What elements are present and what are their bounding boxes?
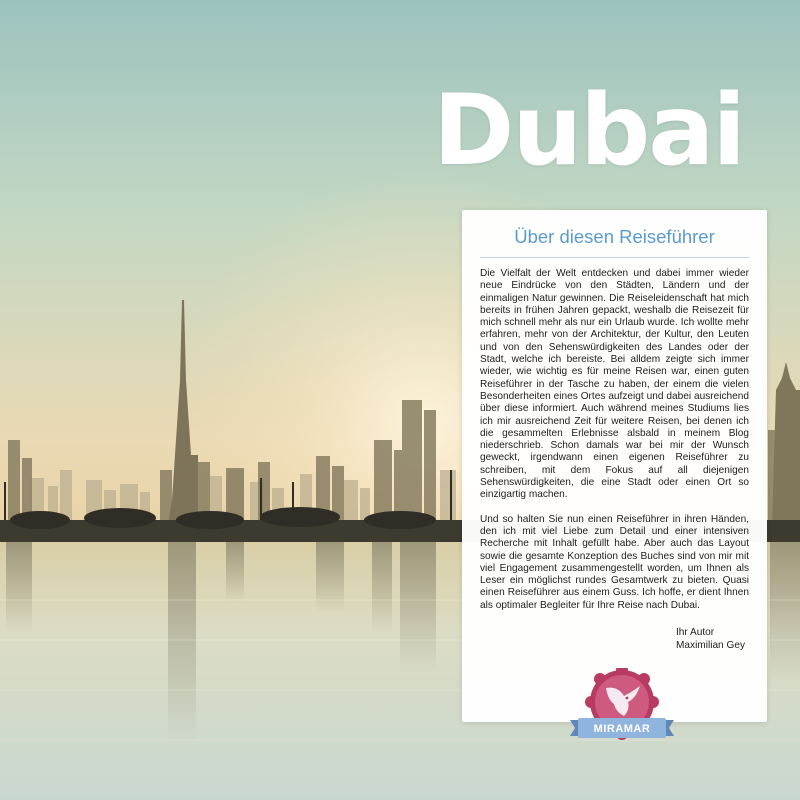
signature-name: Maximilian Gey — [676, 640, 745, 652]
miramar-badge — [566, 668, 678, 754]
closing-paragraph: Und so halten Sie nun einen Reiseführer in ihren Händen, den ich mit viel Liebe zum Detail und einer intensiven Recherche mit Inhalt gefüllt habe. Aber auch das Layout sowie die gesamte Konzeption des Buches sind von mir mit viel Engagement zusammengestellt worden, um Ihnen als Leser ein möglichst rundes Gesamtwerk zu bieten. Quasi einen Reiseführer aus einem Guss. Ich hoffe, er dient Ihnen als optimaler Begleiter für Ihre Reise nach Dubai. — [480, 513, 749, 611]
badge-label: MIRAMAR — [593, 723, 651, 735]
intro-paragraph: Die Vielfalt der Welt entdecken und dabei immer wieder neue Eindrücke von den Städten, Ländern und der einmaligen Natur gewinnen. Die Reiseleidenschaft hat mich bereits in frühen Jahren gepackt, weshalb die Reisezeit für mich schnell mehr als nur ein Urlaub wurde. Ich wollte mehr erfahren, mehr von der Architektur, der Kultur, den Leuten und von den Sehenswürdigkeiten des Landes oder der Stadt, welche ich bereiste. Bei alldem zeigte sich immer wieder, wie wichtig es für meine Reisen war, einen guten Reiseführer in der Tasche zu haben, der einem die vielen Besonderheiten eines Ortes aufzeigt und dabei ausreichend über diese informiert. Auch während meines Studiums lies ich mir ausreichend Zeit für weitere Reisen, bei denen ich die gesammelten Erlebnisse alsbald in meinem Blog niederschrieb. Schon damals war bei mir der Wunsch geweckt, irgendwann einen eigenen Reiseführer zu schreiben, mit dem Fokus auf all diejenigen Sehenswürdigkeiten, die eine Stadt oder einen Ort so einzigartig machen. — [480, 268, 749, 501]
page-title: Dubai — [433, 74, 744, 188]
heading-divider — [480, 257, 749, 258]
author-signature — [480, 626, 749, 652]
panel-heading: Über diesen Reiseführer — [514, 226, 715, 247]
guide-info-panel — [462, 210, 767, 722]
badge-ribbon — [570, 718, 674, 738]
signature-role: Ihr Autor — [676, 627, 715, 639]
